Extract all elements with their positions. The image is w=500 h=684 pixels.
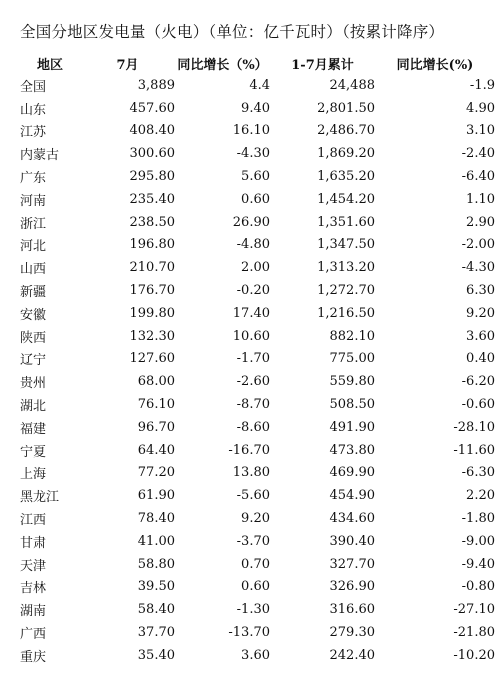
cell-region: 浙江 (20, 216, 47, 232)
page-title: 全国分地区发电量（火电）（单位：亿千瓦时）（按累计降序） (20, 23, 445, 41)
cell-cumulative-growth: -27.10 (453, 602, 495, 618)
cell-month: 457.60 (129, 100, 175, 116)
cell-month: 132.30 (129, 328, 175, 344)
cell-region: 安徽 (20, 307, 47, 323)
cell-month: 64.40 (137, 442, 175, 458)
table-row (20, 484, 495, 507)
table-row (20, 370, 495, 393)
cell-month: 3,889 (137, 77, 175, 93)
cell-cumulative-growth: -21.80 (453, 625, 495, 641)
table-row (20, 439, 495, 462)
table-row (20, 621, 495, 644)
cell-cumulative-growth: -6.30 (461, 465, 495, 481)
cell-month-growth: 9.20 (241, 511, 270, 527)
column-header-cumulative: 1-7月累计 (291, 57, 354, 73)
table-row (20, 348, 495, 371)
cell-region: 湖南 (20, 604, 47, 620)
cell-month: 210.70 (129, 260, 175, 276)
cell-cumulative-growth: 4.90 (466, 100, 495, 116)
cell-cumulative-growth: -0.60 (461, 397, 495, 413)
cell-cumulative-growth: -6.20 (461, 374, 495, 390)
cell-cumulative: 2,801.50 (317, 100, 375, 116)
cell-cumulative-growth: -1.80 (461, 511, 495, 527)
cell-region: 陕西 (20, 330, 47, 346)
cell-month-growth: 16.10 (232, 123, 270, 139)
cell-cumulative: 508.50 (329, 397, 375, 413)
cell-month: 235.40 (129, 191, 175, 207)
cell-cumulative-growth: -9.00 (461, 533, 495, 549)
cell-month: 68.00 (137, 374, 175, 390)
cell-region: 宁夏 (20, 444, 47, 460)
cell-cumulative-growth: 9.20 (466, 305, 495, 321)
cell-month: 196.80 (129, 237, 175, 253)
cell-month: 35.40 (137, 647, 175, 663)
cell-region: 全国 (20, 79, 47, 95)
cell-month: 408.40 (129, 123, 175, 139)
cell-month-growth: 0.70 (241, 556, 270, 572)
cell-region: 江苏 (20, 125, 47, 141)
cell-cumulative-growth: 0.40 (466, 351, 495, 367)
header-row (20, 52, 495, 74)
column-header-month: 7月 (116, 57, 139, 73)
cell-month-growth: 4.4 (249, 77, 270, 93)
cell-cumulative-growth: 2.20 (466, 488, 495, 504)
cell-cumulative-growth: -28.10 (453, 419, 495, 435)
cell-cumulative: 1,313.20 (317, 260, 375, 276)
table-row (20, 462, 495, 485)
cell-region: 黑龙江 (20, 490, 60, 506)
cell-region: 内蒙古 (20, 148, 60, 164)
cell-month: 176.70 (129, 283, 175, 299)
cell-cumulative: 390.40 (329, 533, 375, 549)
cell-cumulative: 1,347.50 (317, 237, 375, 253)
table-row (20, 393, 495, 416)
cell-cumulative: 24,488 (329, 77, 375, 93)
cell-month-growth: -1.70 (236, 351, 270, 367)
cell-month-growth: -13.70 (228, 625, 270, 641)
column-header-cumulative-growth: 同比增长(%) (396, 57, 474, 73)
table-row (20, 416, 495, 439)
cell-region: 天津 (20, 558, 47, 574)
table-row (20, 188, 495, 211)
cell-cumulative-growth: -2.40 (461, 146, 495, 162)
table-row (20, 165, 495, 188)
cell-month-growth: -4.30 (236, 146, 270, 162)
cell-region: 上海 (20, 467, 47, 483)
cell-month-growth: 17.40 (232, 305, 270, 321)
cell-cumulative-growth: 3.10 (466, 123, 495, 139)
cell-cumulative-growth: -1.9 (469, 77, 495, 93)
cell-month: 39.50 (137, 579, 175, 595)
cell-region: 吉林 (20, 581, 47, 597)
table-row (20, 234, 495, 257)
table-row (20, 325, 495, 348)
cell-cumulative-growth: -11.60 (453, 442, 495, 458)
table-body (20, 74, 495, 667)
cell-month-growth: 13.80 (232, 465, 270, 481)
cell-cumulative: 882.10 (329, 328, 375, 344)
cell-month: 127.60 (129, 351, 175, 367)
cell-region: 重庆 (20, 649, 47, 665)
cell-cumulative: 1,869.20 (317, 146, 375, 162)
cell-cumulative-growth: 3.60 (466, 328, 495, 344)
cell-month-growth: 0.60 (241, 579, 270, 595)
cell-month: 96.70 (137, 419, 175, 435)
table-row (20, 507, 495, 530)
cell-cumulative: 1,454.20 (317, 191, 375, 207)
cell-month-growth: 5.60 (241, 169, 270, 185)
cell-month: 300.60 (129, 146, 175, 162)
cell-month-growth: 0.60 (241, 191, 270, 207)
cell-cumulative: 316.60 (329, 602, 375, 618)
cell-cumulative: 434.60 (329, 511, 375, 527)
cell-month: 78.40 (137, 511, 175, 527)
cell-month: 199.80 (129, 305, 175, 321)
cell-cumulative: 775.00 (329, 351, 375, 367)
table-header (20, 52, 495, 74)
cell-region: 广西 (20, 627, 47, 643)
cell-cumulative: 1,635.20 (317, 169, 375, 185)
cell-month: 41.00 (137, 533, 175, 549)
cell-cumulative-growth: 6.30 (466, 283, 495, 299)
cell-cumulative-growth: -2.00 (461, 237, 495, 253)
cell-month-growth: -16.70 (228, 442, 270, 458)
cell-cumulative-growth: -6.40 (461, 169, 495, 185)
cell-cumulative: 1,351.60 (317, 214, 375, 230)
table-row (20, 211, 495, 234)
table-row (20, 530, 495, 553)
table-row (20, 256, 495, 279)
cell-region: 湖北 (20, 399, 47, 415)
cell-region: 山西 (20, 262, 47, 278)
cell-cumulative-growth: -0.80 (461, 579, 495, 595)
column-header-region: 地区 (36, 57, 63, 73)
cell-region: 福建 (20, 421, 47, 437)
table-row (20, 302, 495, 325)
cell-month: 58.40 (137, 602, 175, 618)
generation-table (20, 52, 495, 667)
table-row (20, 74, 495, 97)
cell-cumulative: 473.80 (329, 442, 375, 458)
cell-region: 广东 (20, 171, 47, 187)
table-row (20, 644, 495, 667)
cell-month: 58.80 (137, 556, 175, 572)
cell-region: 河南 (20, 193, 47, 209)
table-row (20, 598, 495, 621)
table-row (20, 120, 495, 143)
cell-cumulative: 559.80 (329, 374, 375, 390)
cell-region: 山东 (20, 102, 47, 118)
cell-cumulative-growth: 1.10 (466, 191, 495, 207)
cell-cumulative-growth: 2.90 (466, 214, 495, 230)
cell-month-growth: 3.60 (241, 647, 270, 663)
table-row (20, 97, 495, 120)
cell-month-growth: -5.60 (236, 488, 270, 504)
cell-cumulative-growth: -4.30 (461, 260, 495, 276)
cell-month-growth: -4.80 (236, 237, 270, 253)
cell-region: 河北 (20, 239, 47, 255)
cell-month: 37.70 (137, 625, 175, 641)
cell-region: 辽宁 (20, 353, 47, 369)
cell-cumulative: 469.90 (329, 465, 375, 481)
cell-month-growth: -3.70 (236, 533, 270, 549)
table-row (20, 142, 495, 165)
cell-month-growth: 26.90 (232, 214, 270, 230)
cell-cumulative: 327.70 (329, 556, 375, 572)
cell-region: 贵州 (20, 376, 47, 392)
cell-cumulative: 326.90 (329, 579, 375, 595)
cell-region: 甘肃 (20, 535, 47, 551)
cell-cumulative: 454.90 (329, 488, 375, 504)
cell-month-growth: 9.40 (241, 100, 270, 116)
cell-month: 76.10 (137, 397, 175, 413)
cell-month-growth: 2.00 (241, 260, 270, 276)
column-header-month-growth: 同比增长（%） (177, 57, 268, 73)
table-row (20, 553, 495, 576)
cell-cumulative: 2,486.70 (317, 123, 375, 139)
cell-region: 江西 (20, 513, 47, 529)
table-row (20, 576, 495, 599)
table-row (20, 279, 495, 302)
cell-month-growth: -2.60 (236, 374, 270, 390)
cell-month-growth: -1.30 (236, 602, 270, 618)
cell-cumulative: 491.90 (329, 419, 375, 435)
cell-cumulative: 279.30 (329, 625, 375, 641)
cell-region: 新疆 (20, 285, 47, 301)
cell-month-growth: 10.60 (232, 328, 270, 344)
cell-month-growth: -8.70 (236, 397, 270, 413)
cell-month-growth: -0.20 (236, 283, 270, 299)
cell-cumulative-growth: -9.40 (461, 556, 495, 572)
cell-month: 77.20 (137, 465, 175, 481)
cell-month: 61.90 (137, 488, 175, 504)
cell-cumulative: 242.40 (329, 647, 375, 663)
cell-month-growth: -8.60 (236, 419, 270, 435)
cell-cumulative: 1,272.70 (317, 283, 375, 299)
cell-cumulative: 1,216.50 (317, 305, 375, 321)
cell-month: 295.80 (129, 169, 175, 185)
cell-month: 238.50 (129, 214, 175, 230)
cell-cumulative-growth: -10.20 (453, 647, 495, 663)
